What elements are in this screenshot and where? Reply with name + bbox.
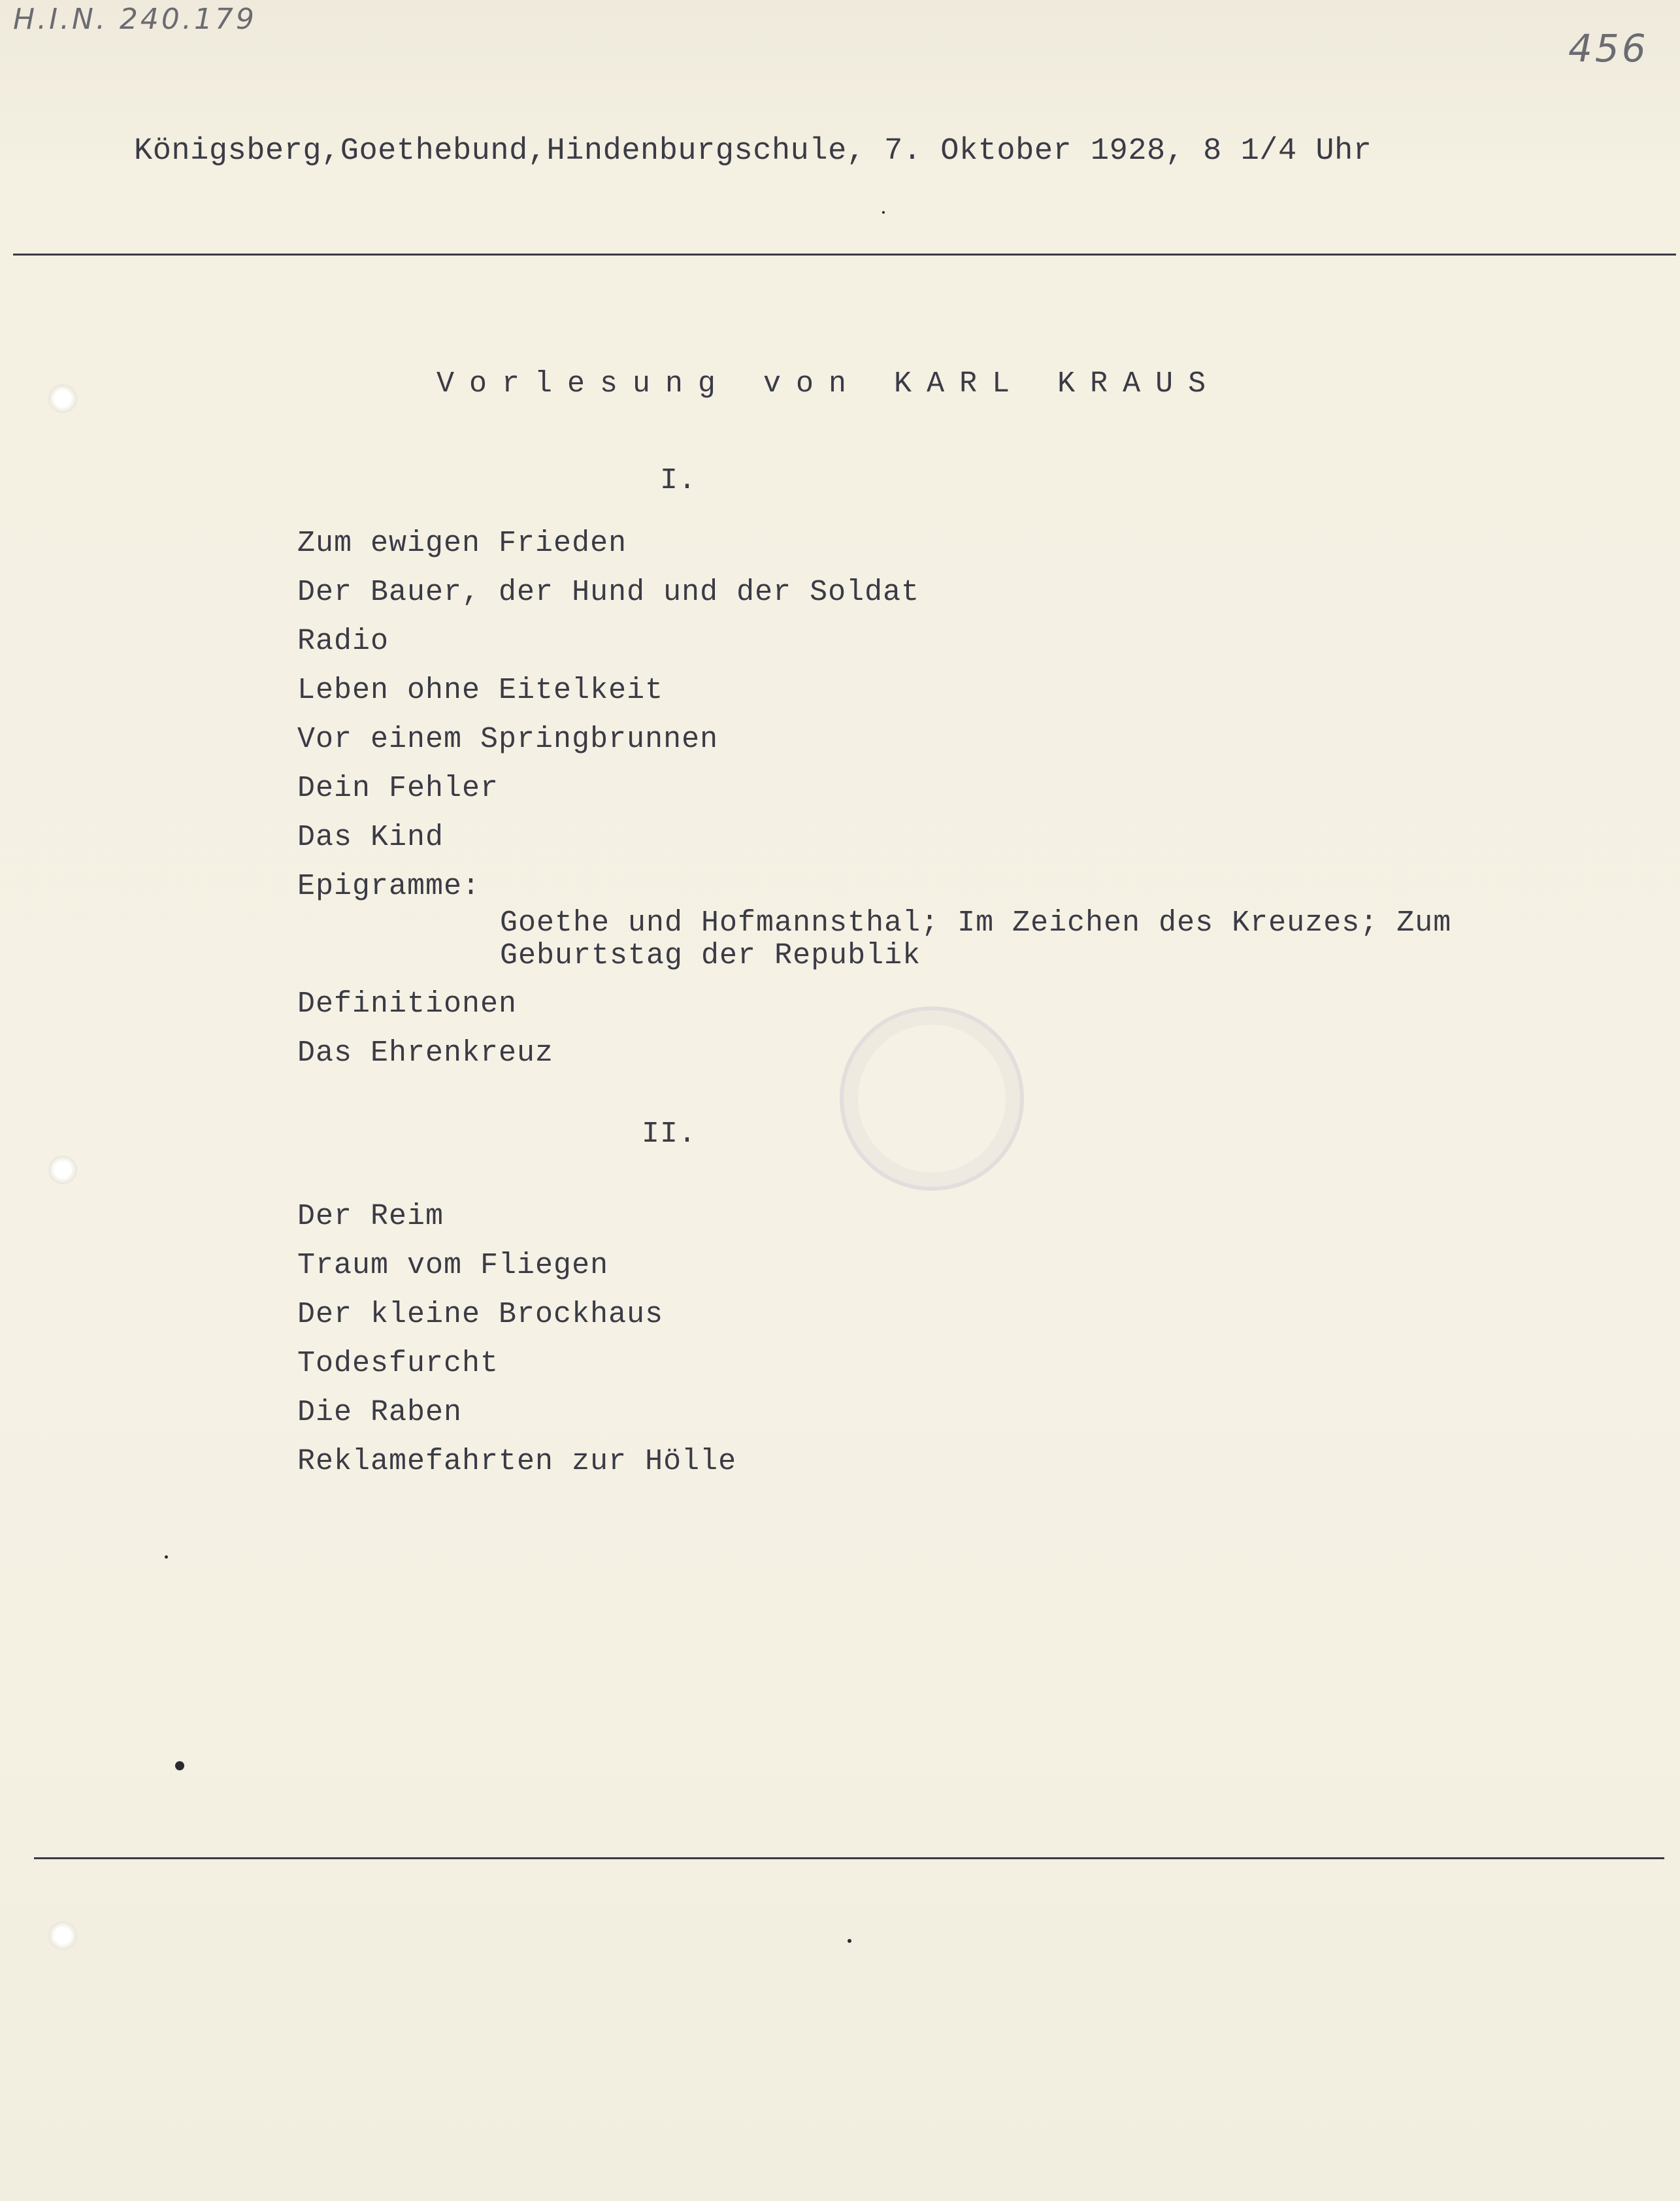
program-item: Die Raben [297,1396,463,1429]
punch-hole [48,1155,77,1184]
program-item: Der Bauer, der Hund und der Soldat [297,576,920,609]
document-title: Vorlesung von KARL KRAUS [436,367,1221,401]
part-1-numeral: I. [660,464,697,497]
program-item: Todesfurcht [297,1347,499,1380]
program-item: Radio [297,625,389,658]
epigramme-line-2: Geburtstag der Republik [500,939,921,972]
program-item: Das Ehrenkreuz [297,1036,554,1070]
page-number: 456 [1568,26,1649,71]
program-item-epigramme: Epigramme: [297,870,481,903]
ink-speck [165,1555,168,1559]
program-item: Zum ewigen Frieden [297,527,627,560]
part-2-numeral: II. [642,1117,697,1151]
faint-stamp-mark [840,1006,1024,1191]
event-header: Königsberg,Goethebund,Hindenburgschule, 7. Oktober 1928, 8 1/4 Uhr [134,134,1372,169]
punch-hole [48,384,77,413]
ink-speck [882,211,885,214]
program-item: Das Kind [297,821,444,854]
ink-speck [175,1761,184,1770]
program-item: Reklamefahrten zur Hölle [297,1445,737,1478]
ink-speck [848,1939,851,1943]
punch-hole [48,1921,77,1950]
archive-number: H.I.N. 240.179 [13,3,257,36]
bottom-rule [34,1857,1664,1859]
program-item: Der Reim [297,1200,444,1233]
program-item: Der kleine Brockhaus [297,1298,664,1331]
program-item: Definitionen [297,987,518,1021]
program-item: Vor einem Springbrunnen [297,723,719,756]
top-rule [13,254,1676,256]
program-item: Leben ohne Eitelkeit [297,674,664,707]
program-item: Dein Fehler [297,772,499,805]
epigramme-line-1: Goethe und Hofmannsthal; Im Zeichen des Kreuzes; Zum [500,906,1452,940]
program-item: Traum vom Fliegen [297,1249,609,1282]
